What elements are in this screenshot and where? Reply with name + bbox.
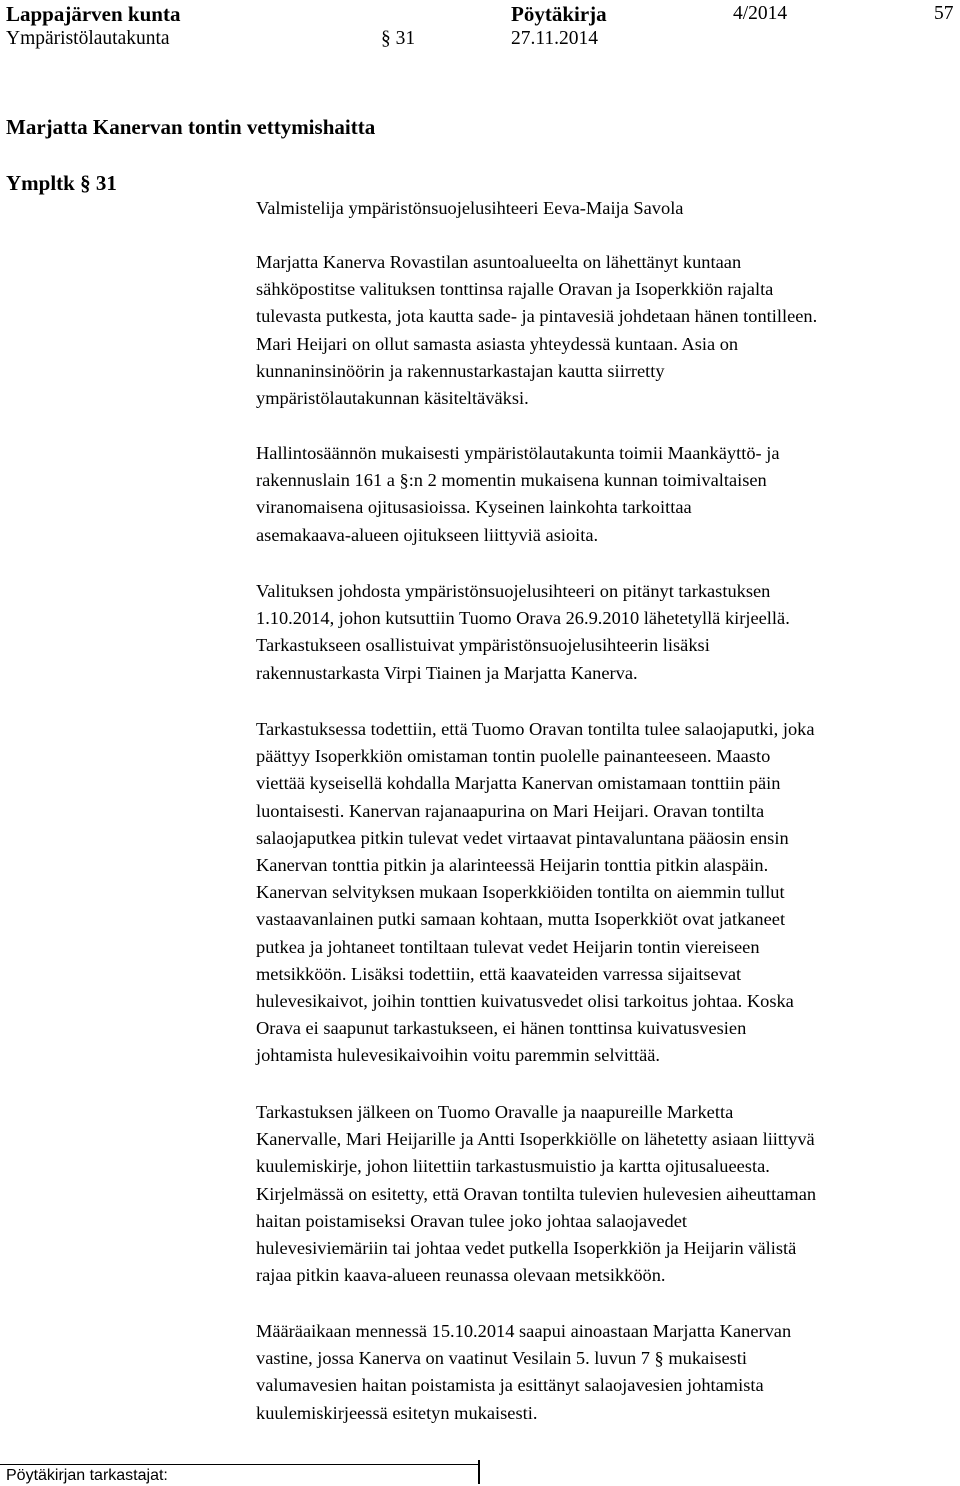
paragraph-line: luontaisesti. Kanervan rajanaapurina on Mari Heijari. Oravan tontilta	[256, 800, 765, 821]
municipality-name: Lappajärven kunta	[6, 2, 181, 26]
paragraph-line: Määräaikaan mennessä 15.10.2014 saapui ainoastaan Marjatta Kanervan	[256, 1321, 792, 1341]
section-number: § 31	[381, 28, 416, 49]
paragraph-line: kuulemiskirje, johon liitettiin tarkastusmuistio ja kartta ojitusalueesta.	[256, 1156, 770, 1177]
paragraph-line: rakennuslain 161 a §:n 2 momentin mukaisena kunnan toimivaltaisen	[256, 470, 767, 491]
paragraph-line: haitan poistamiseksi Oravan tulee joko johtaa salaojavedet	[256, 1210, 688, 1231]
paragraph-line: tulevasta putkesta, jota kautta sade- ja pintavesiä johdetaan hänen tontilleen.	[256, 306, 818, 327]
paragraph-line: hulevesikaivot, joihin tonttien kuivatusvedet olisi tarkoitus johtaa. Koska	[256, 990, 794, 1011]
paragraph-line: hulevesiviemäriin tai johtaa vedet putkella Isoperkkiön ja Heijarin välistä	[256, 1237, 797, 1258]
paragraph-response	[256, 1318, 956, 1427]
paragraph-line: Tarkastukseen osallistuivat ympäristönsuojelusihteerin lisäksi	[256, 635, 710, 656]
paragraph-line: Kirjelmässä on esitetty, että Oravan tontilta tulevien hulevesien aiheuttaman	[256, 1183, 817, 1204]
paragraph-inspection-findings	[256, 716, 956, 1069]
footer-rule	[0, 1464, 480, 1465]
paragraph-line: kunnaninsinöörin ja rakennustarkastajan kautta siirretty	[256, 360, 665, 381]
meeting-date: 27.11.2014	[511, 28, 599, 49]
paragraph-complaint	[256, 249, 956, 412]
paragraph-line: vastine, jossa Kanerva on vaatinut Vesilain 5. luvun 7 § mukaisesti	[256, 1348, 748, 1369]
paragraph-line: johtamista hulevesikaivoihin voitu paremmin selvittää.	[256, 1045, 661, 1066]
paragraph-line: metsikköön. Lisäksi todettiin, että kaavateiden varressa sijaitsevat	[256, 963, 742, 984]
paragraph-line: viettää kyseisellä kohdalla Marjatta Kanervan omistamaan tonttiin päin	[256, 773, 781, 794]
paragraph-line: päättyy Isoperkkiön omistaman tontin puolelle painanteeseen. Maasto	[256, 746, 771, 767]
paragraph-line: Kanervan tonttia pitkin ja alarinteessä Heijarin tonttia pitkin alaspäin.	[256, 854, 769, 875]
paragraph-line: Kanervan selvityksen mukaan Isoperkkiöiden tontilta on aiemmin tullut	[256, 882, 785, 903]
paragraph-line: Valituksen johdosta ympäristönsuojelusihteeri on pitänyt tarkastuksen	[256, 581, 771, 601]
footer-signature-divider	[478, 1460, 480, 1484]
paragraph-line: kuulemiskirjeessä esitetyn mukaisesti.	[256, 1402, 538, 1423]
paragraph-line: putkea ja johtaneet tontiltaan tulevat vedet Heijarin tontin viereiseen	[256, 936, 760, 957]
paragraph-line: Tarkastuksen jälkeen on Tuomo Oravalle ja naapureille Marketta	[256, 1102, 734, 1122]
committee-name: Ympäristölautakunta	[6, 28, 170, 49]
paragraph-line: viranomaisena ojitusasioissa. Kyseinen lainkohta tarkoittaa	[256, 497, 692, 518]
paragraph-inspection-held	[256, 578, 956, 687]
paragraph-line: Kanervalle, Mari Heijarille ja Antti Isoperkkiölle on lähetetty asiaan liittyvä	[256, 1129, 815, 1150]
matter-reference: Ympltk § 31	[6, 171, 117, 195]
paragraph-line: sähköpostitse valituksen tonttinsa rajalle Oravan ja Isoperkkiön rajalta	[256, 279, 774, 300]
paragraph-line: vastaavanlainen putki samaan kohtaan, mutta Isoperkkiöt ovat jatkaneet	[256, 909, 786, 930]
footer-reviewers-label: Pöytäkirjan tarkastajat:	[6, 1467, 168, 1484]
paragraph-line: salaojaputkea pitkin tulevat vedet virtaavat pintavaluntana pääosin ensin	[256, 827, 789, 848]
paragraph-line: Mari Heijari on ollut samasta asiasta yhteydessä kuntaan. Asia on	[256, 333, 739, 354]
paragraph-line: Orava ei saapunut tarkastukseen, ei hänen tonttinsa kuivatusvesien	[256, 1018, 747, 1039]
page-number: 57	[934, 3, 954, 24]
paragraph-line: Tarkastuksessa todettiin, että Tuomo Oravan tontilta tulee salaojaputki, joka	[256, 719, 815, 739]
paragraph-authority	[256, 440, 956, 549]
paragraph-hearing-letter	[256, 1099, 956, 1289]
paragraph-line: Valmistelija ympäristönsuojelusihteeri Eeva-Maija Savola	[256, 198, 684, 218]
document-number: 4/2014	[733, 3, 788, 24]
paragraph-line: rakennustarkasta Virpi Tiainen ja Marjatta Kanerva.	[256, 662, 638, 683]
document-type: Pöytäkirja	[511, 2, 607, 26]
paragraph-line: rajaa pitkin kaava-alueen reunassa olevaan metsikköön.	[256, 1265, 666, 1286]
paragraph-preparer	[256, 195, 956, 222]
paragraph-line: asemakaava-alueen ojitukseen liittyviä asioita.	[256, 524, 599, 545]
paragraph-line: valumavesien haitan poistamista ja esittänyt salaojavesien johtamista	[256, 1375, 764, 1396]
matter-title: Marjatta Kanervan tontin vettymishaitta	[6, 115, 376, 139]
paragraph-line: Marjatta Kanerva Rovastilan asuntoalueelta on lähettänyt kuntaan	[256, 252, 742, 272]
paragraph-line: ympäristölautakunnan käsiteltäväksi.	[256, 387, 529, 408]
paragraph-line: Hallintosäännön mukaisesti ympäristölautakunta toimii Maankäyttö- ja	[256, 443, 780, 463]
paragraph-line: 1.10.2014, johon kutsuttiin Tuomo Orava 26.9.2010 lähetetyllä kirjeellä.	[256, 608, 790, 629]
